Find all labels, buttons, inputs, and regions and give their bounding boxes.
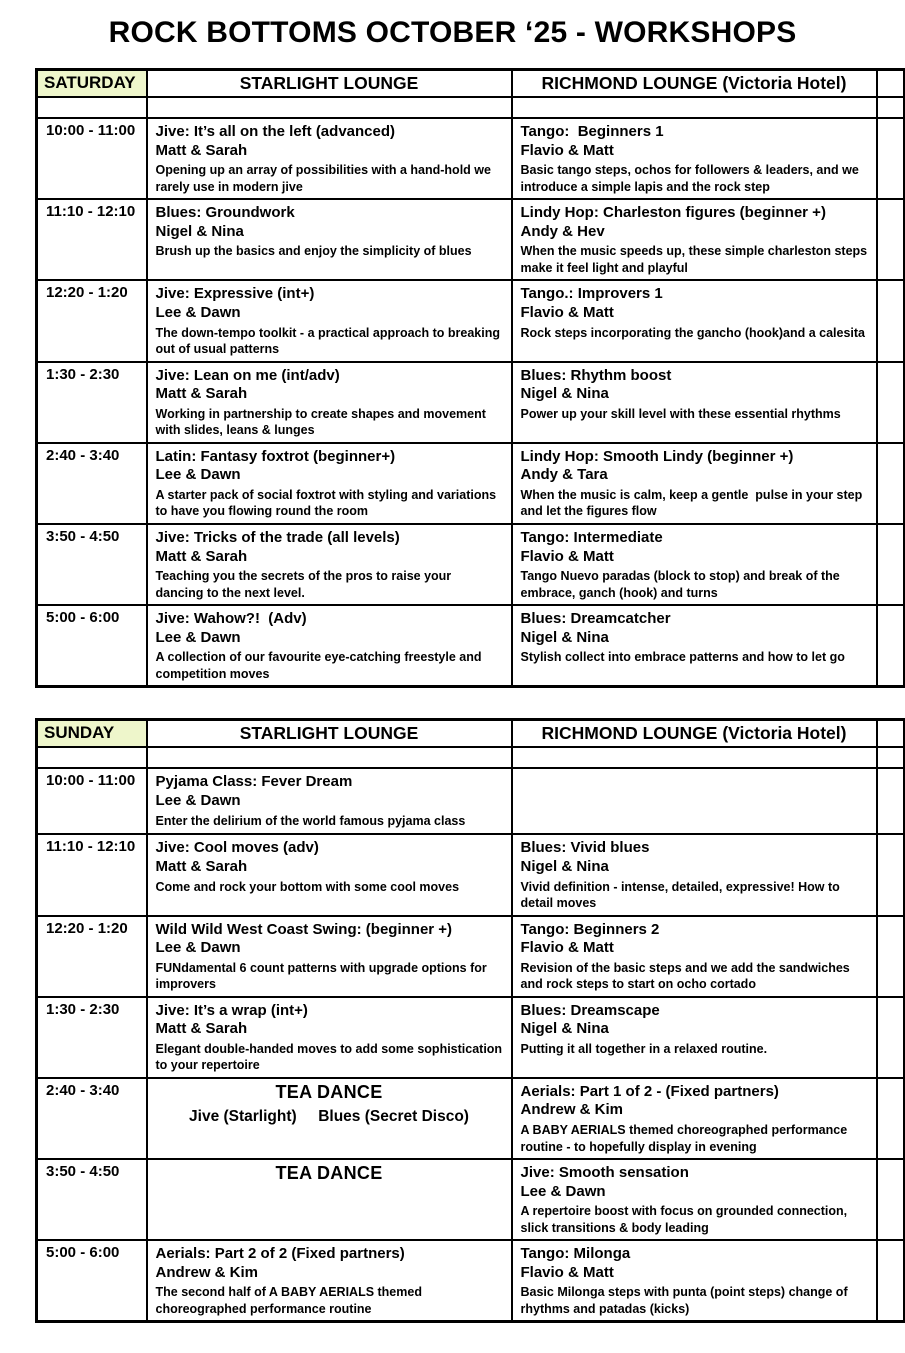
edge-cell (877, 70, 905, 98)
class-description: A BABY AERIALS themed choreographed performance routine - to hopefully display in evening (520, 1123, 851, 1154)
table-header-row (37, 720, 905, 748)
class-teachers: Flavio & Matt (520, 547, 614, 565)
class-description: When the music speeds up, these simple charleston steps make it feel light and playful (520, 244, 871, 275)
class-cell (147, 605, 512, 687)
class-cell (512, 280, 877, 361)
time-cell: 1:30 - 2:30 (37, 997, 147, 1078)
class-description: Working in partnership to create shapes and movement with slides, leans & lunges (155, 406, 490, 438)
class-title: Aerials: Part 2 of 2 (Fixed partners) (155, 1245, 405, 1263)
edge-cell (877, 720, 905, 748)
edge-cell (877, 1078, 905, 1159)
class-teachers: Nigel & Nina (520, 385, 609, 403)
schedule-row (37, 199, 905, 280)
class-title: Jive: Cool moves (adv) (155, 839, 319, 857)
class-teachers: Lee & Dawn (155, 628, 241, 646)
class-description: FUNdamental 6 count patterns with upgrade options for improvers (155, 960, 491, 992)
class-title: Tango: Milonga (520, 1245, 631, 1263)
class-description: Brush up the basics and enjoy the simplicity of blues (155, 244, 472, 259)
tea-dance-heading: TEA DANCE (275, 1163, 383, 1184)
class-description: A starter pack of social foxtrot with styling and variations to have you flowing round the room (155, 487, 500, 519)
class-description: Power up your skill level with these essential rhythms (520, 406, 841, 421)
class-description: A repertoire boost with focus on grounded connection, slick transitions & body leading (520, 1204, 851, 1235)
time-cell: 11:10 - 12:10 (37, 834, 147, 915)
class-cell (512, 997, 877, 1078)
schedule-row (37, 280, 905, 361)
class-teachers: Lee & Dawn (520, 1182, 606, 1200)
class-cell (512, 443, 877, 524)
edge-cell (877, 916, 905, 997)
class-description: Putting it all together in a relaxed routine. (520, 1041, 768, 1056)
class-description: Opening up an array of possibilities with a hand-hold we rarely use in modern jive (155, 163, 495, 194)
class-title: Jive: Wahow?! (Adv) (155, 610, 307, 628)
time-cell: 10:00 - 11:00 (37, 118, 147, 199)
empty-cell (512, 768, 877, 834)
class-description: Elegant double-handed moves to add some sophistication to your repertoire (155, 1041, 506, 1073)
spacer-cell (37, 97, 147, 118)
lounge-header: STARLIGHT LOUNGE (147, 70, 512, 98)
class-description: Basic tango steps, ochos for followers & leaders, and we introduce a simple lapis and the rock step (520, 163, 863, 194)
class-description: When the music is calm, keep a gentle pulse in your step and let the figures flow (520, 487, 866, 519)
class-title: Jive: It’s a wrap (int+) (155, 1001, 308, 1019)
class-description: The second half of A BABY AERIALS themed choreographed performance routine (155, 1285, 426, 1316)
class-cell (147, 768, 512, 834)
spacer-cell (877, 97, 905, 118)
class-title: Wild Wild West Coast Swing: (beginner +) (155, 920, 453, 938)
class-title: Blues: Groundwork (155, 204, 295, 222)
class-cell (147, 362, 512, 443)
class-title: Jive: Lean on me (int/adv) (155, 366, 340, 384)
class-teachers: Nigel & Nina (520, 628, 609, 646)
edge-cell (877, 1159, 905, 1240)
class-cell (147, 916, 512, 997)
schedule-table-saturday (35, 68, 905, 688)
class-cell (512, 362, 877, 443)
tea-dance-cell (147, 1159, 512, 1240)
lounge-header: RICHMOND LOUNGE (Victoria Hotel) (512, 70, 877, 98)
schedule-row (37, 768, 905, 834)
page-title: ROCK BOTTOMS OCTOBER ‘25 - WORKSHOPS (108, 16, 797, 49)
time-cell: 2:40 - 3:40 (37, 1078, 147, 1159)
spacer-row (37, 747, 905, 768)
table-header-row (37, 70, 905, 98)
class-cell (147, 199, 512, 280)
class-title: Tango.: Improvers 1 (520, 285, 663, 303)
edge-cell (877, 768, 905, 834)
class-teachers: Lee & Dawn (155, 303, 241, 321)
class-teachers: Matt & Sarah (155, 1020, 248, 1038)
schedule-table-sunday (35, 718, 905, 1323)
tea-dance-detail: Jive (Starlight) Blues (Secret Disco) (189, 1107, 469, 1125)
class-cell (512, 199, 877, 280)
class-cell (512, 1159, 877, 1240)
class-cell (147, 1240, 512, 1322)
class-description: Revision of the basic steps and we add the sandwiches and rock steps to start on ocho cortado (520, 960, 854, 992)
class-cell (147, 443, 512, 524)
class-title: Lindy Hop: Smooth Lindy (beginner +) (520, 447, 794, 465)
class-title: Blues: Dreamcatcher (520, 610, 671, 628)
class-teachers: Flavio & Matt (520, 141, 614, 159)
edge-cell (877, 362, 905, 443)
spacer-cell (147, 747, 512, 768)
class-teachers: Flavio & Matt (520, 939, 614, 957)
spacer-cell (877, 747, 905, 768)
edge-cell (877, 443, 905, 524)
time-cell: 2:40 - 3:40 (37, 443, 147, 524)
class-cell (147, 834, 512, 915)
schedule-row (37, 997, 905, 1078)
class-teachers: Lee & Dawn (155, 939, 241, 957)
edge-cell (877, 997, 905, 1078)
class-cell (147, 997, 512, 1078)
class-teachers: Matt & Sarah (155, 141, 248, 159)
edge-cell (877, 834, 905, 915)
time-cell: 12:20 - 1:20 (37, 280, 147, 361)
class-description: Vivid definition - intense, detailed, expressive! How to detail moves (520, 879, 844, 910)
class-cell (512, 1240, 877, 1322)
day-header: SUNDAY (37, 720, 147, 748)
lounge-header: RICHMOND LOUNGE (Victoria Hotel) (512, 720, 877, 748)
schedule-row (37, 1240, 905, 1322)
schedule-row (37, 362, 905, 443)
class-description: Come and rock your bottom with some cool moves (155, 879, 460, 894)
tea-dance-cell (147, 1078, 512, 1159)
class-title: Tango: Beginners 1 (520, 123, 664, 140)
class-title: Jive: Tricks of the trade (all levels) (155, 528, 400, 546)
time-cell: 11:10 - 12:10 (37, 199, 147, 280)
class-title: Jive: It’s all on the left (advanced) (155, 123, 396, 140)
class-teachers: Matt & Sarah (155, 385, 248, 403)
time-cell: 5:00 - 6:00 (37, 1240, 147, 1322)
class-teachers: Andrew & Kim (155, 1263, 259, 1281)
class-teachers: Andy & Hev (520, 222, 605, 240)
class-teachers: Nigel & Nina (520, 857, 609, 875)
edge-cell (877, 524, 905, 605)
class-description: Teaching you the secrets of the pros to raise your dancing to the next level. (155, 569, 455, 600)
lounge-header: STARLIGHT LOUNGE (147, 720, 512, 748)
schedule-row (37, 443, 905, 524)
edge-cell (877, 1240, 905, 1322)
class-title: Blues: Dreamscape (520, 1001, 660, 1019)
class-description: Stylish collect into embrace patterns and how to let go (520, 650, 845, 665)
class-teachers: Lee & Dawn (155, 791, 241, 809)
time-cell: 12:20 - 1:20 (37, 916, 147, 997)
time-cell: 3:50 - 4:50 (37, 1159, 147, 1240)
schedule-row (37, 834, 905, 915)
day-header: SATURDAY (37, 70, 147, 98)
schedule-row (37, 524, 905, 605)
edge-cell (877, 199, 905, 280)
class-teachers: Andrew & Kim (520, 1101, 624, 1119)
spacer-cell (147, 97, 512, 118)
class-title: Tango: Beginners 2 (520, 920, 660, 938)
time-cell: 3:50 - 4:50 (37, 524, 147, 605)
class-cell (512, 834, 877, 915)
class-cell (512, 605, 877, 687)
class-title: Jive: Expressive (int+) (155, 285, 315, 303)
class-cell (147, 524, 512, 605)
class-cell (512, 118, 877, 199)
schedule-row (37, 118, 905, 199)
class-teachers: Flavio & Matt (520, 1263, 614, 1281)
schedule-row (37, 916, 905, 997)
class-description: Rock steps incorporating the gancho (hook)and a calesita (520, 325, 866, 340)
class-description: Enter the delirium of the world famous pyjama class (155, 813, 466, 828)
schedule-row (37, 605, 905, 687)
time-cell: 5:00 - 6:00 (37, 605, 147, 687)
class-teachers: Matt & Sarah (155, 857, 248, 875)
spacer-row (37, 97, 905, 118)
spacer-cell (37, 747, 147, 768)
class-teachers: Flavio & Matt (520, 303, 614, 321)
class-title: Blues: Rhythm boost (520, 366, 672, 384)
class-title: Pyjama Class: Fever Dream (155, 773, 353, 791)
tea-dance-heading: TEA DANCE (275, 1081, 383, 1102)
schedule-row (37, 1078, 905, 1159)
class-cell (512, 1078, 877, 1159)
class-cell (512, 524, 877, 605)
class-teachers: Lee & Dawn (155, 466, 241, 484)
tables-container (0, 68, 905, 1323)
edge-cell (877, 280, 905, 361)
schedule-row (37, 1159, 905, 1240)
spacer-cell (512, 97, 877, 118)
spacer-cell (512, 747, 877, 768)
class-cell (147, 280, 512, 361)
class-teachers: Matt & Sarah (155, 547, 248, 565)
class-title: Tango: Intermediate (520, 528, 663, 546)
class-description: Tango Nuevo paradas (block to stop) and break of the embrace, ganch (hook) and turns (520, 569, 844, 600)
class-description: The down-tempo toolkit - a practical approach to breaking out of usual patterns (155, 325, 504, 357)
class-title: Lindy Hop: Charleston figures (beginner +) (520, 204, 826, 222)
class-teachers: Nigel & Nina (155, 222, 244, 240)
time-cell: 1:30 - 2:30 (37, 362, 147, 443)
edge-cell (877, 605, 905, 687)
class-title: Blues: Vivid blues (520, 839, 650, 857)
time-cell: 10:00 - 11:00 (37, 768, 147, 834)
class-cell (147, 118, 512, 199)
class-description: A collection of our favourite eye-catching freestyle and competition moves (155, 650, 485, 681)
class-teachers: Nigel & Nina (520, 1020, 609, 1038)
class-title: Latin: Fantasy foxtrot (beginner+) (155, 447, 396, 465)
class-cell (512, 916, 877, 997)
class-title: Aerials: Part 1 of 2 - (Fixed partners) (520, 1082, 779, 1100)
class-description: Basic Milonga steps with punta (point steps) change of rhythms and patadas (kicks) (520, 1285, 852, 1316)
edge-cell (877, 118, 905, 199)
class-teachers: Andy & Tara (520, 466, 608, 484)
class-title: Jive: Smooth sensation (520, 1164, 689, 1182)
